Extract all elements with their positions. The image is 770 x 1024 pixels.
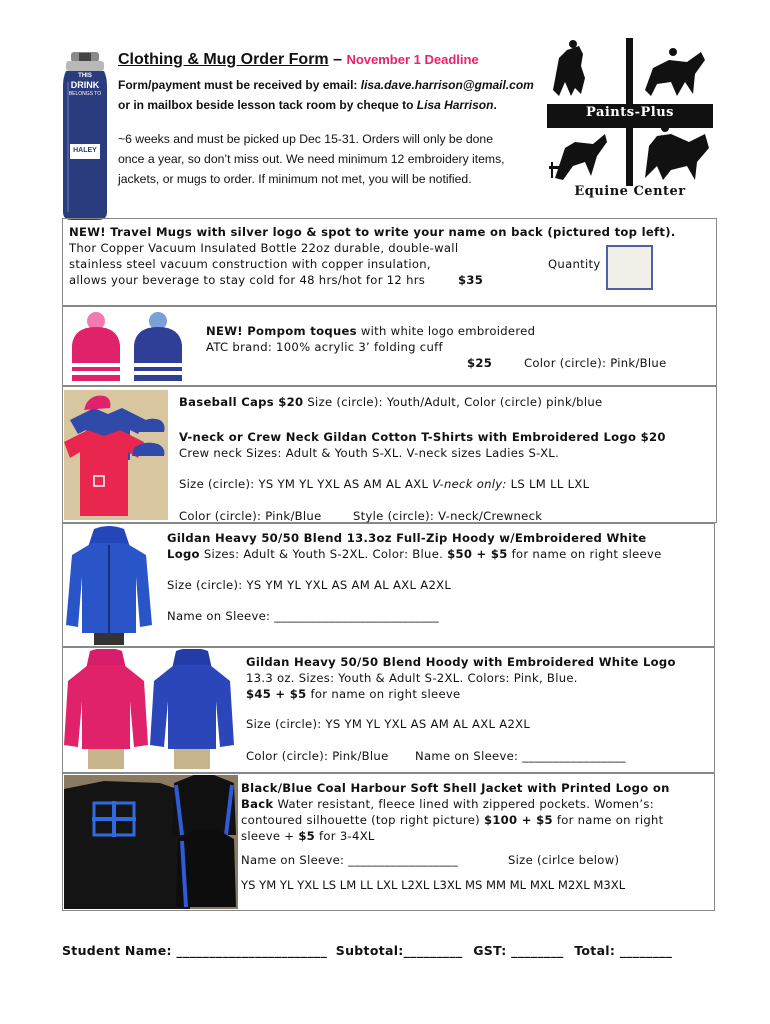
hoody-sleeve-note: for name on right sleeve [306,687,461,701]
jacket-price: $100 + $5 [483,813,553,827]
zip-hoody-heading-1: Gildan Heavy 50/50 Blend 13.3oz Full-Zip Hoody w/Embroidered White [167,531,647,545]
mailbox-prefix: or in mailbox beside lesson tack room by cheque to [118,98,417,112]
zip-hoody-sleeve-note: for name on right sleeve [507,547,662,561]
jacket-heading-line-2 [241,796,654,812]
order-info-line-1: ~6 weeks and must be picked up Dec 15-31. Orders will only be done [118,132,493,146]
submission-prefix: Form/payment must be received by email: [118,78,361,92]
zip-hoody-heading-line-2 [167,546,662,562]
tshirt-sizes-note: Crew neck Sizes: Adult & Youth S-XL. V-neck sizes Ladies S-XL. [179,446,560,460]
mug-quantity-input[interactable] [606,245,653,290]
order-info-line-3: jackets, or mugs to order. If minimum not met, you will be notified. [118,172,472,186]
tshirt-size-line [179,476,589,492]
tshirt-size-options: Size (circle): YS YM YL YXL AS AM AL AXL [179,477,433,491]
jacket-size-label: Size (cirlce below) [508,853,620,867]
mailbox-suffix: . [493,98,497,112]
zip-hoody-sizes: Size (circle): YS YM YL YXL AS AM AL AXL A2XL [167,578,452,592]
tshirt-heading: V-neck or Crew Neck Gildan Cotton T-Shirts with Embroidered Logo $20 [179,430,666,444]
caps-heading: Baseball Caps $20 [179,395,304,409]
title-dash: – [328,51,347,68]
toque-price: $25 [467,356,493,370]
mug-heading: NEW! Travel Mugs with silver logo & spot to write your name on back (pictured top left). [69,225,676,239]
jacket-extra-sizes: for 3-4XL [315,829,375,843]
jacket-line-3 [241,812,664,828]
zip-hoody-options: Sizes: Adult & Youth S-2XL. Color: Blue. [199,547,448,561]
jacket-line-4 [241,828,375,844]
zip-hoody-heading-2: Logo [167,547,200,561]
mug-text-belongs: BELONGS TO [68,91,102,97]
submission-line [118,75,534,95]
toque-heading-rest: with white logo embroidered [356,324,536,338]
mug-text-name: HALEY [73,147,97,154]
jacket-photo [64,775,238,909]
caps-options: Size (circle): Youth/Adult, Color (circle) pink/blue [303,395,603,409]
page-title [118,51,479,69]
jacket-sleeve-prefix: sleeve + [241,829,299,843]
zip-hoody-photo [64,525,154,645]
logo-name: Paints-Plus [586,105,674,120]
hoody-heading: Gildan Heavy 50/50 Blend Hoody with Embroidered White Logo [246,655,676,669]
email-address[interactable]: lisa.dave.harrison@gmail.com [360,78,534,92]
hoody-color: Color (circle): Pink/Blue [246,749,389,763]
mug-price: $35 [458,273,484,287]
caps-line [179,394,602,410]
mailbox-line [118,95,497,115]
hoody-price-line [246,686,460,702]
gst-field[interactable]: GST: ________ [473,943,564,958]
hoody-sleeve-name[interactable]: Name on Sleeve: _________________ [415,749,626,763]
mug-quantity-label: Quantity [548,257,601,271]
total-field[interactable]: Total: ________ [574,943,673,958]
order-info [118,129,548,189]
jacket-heading-2: Back [241,797,274,811]
mug-description-3: allows your beverage to stay cold for 48 hrs/hot for 12 hrs [69,273,426,287]
toque-heading: NEW! Pompom toques [206,324,357,338]
hoody-price: $45 + $5 [246,687,307,701]
jacket-sleeve-name[interactable]: Name on Sleeve: __________________ [241,853,458,867]
mug-text-this: THIS [78,73,92,79]
tshirt-vneck-label: V-neck only: [432,477,507,491]
toque-color: Color (circle): Pink/Blue [524,356,667,370]
jacket-sleeve-note: for name on right [552,813,664,827]
mug-description-1: Thor Copper Vacuum Insulated Bottle 22oz durable, double-wall [69,241,459,255]
zip-hoody-sleeve-name[interactable]: Name on Sleeve: ___________________________ [167,609,439,623]
toque-description: ATC brand: 100% acrylic 3’ folding cuff [206,340,443,354]
tshirt-style: Style (circle): V-neck/Crewneck [353,509,543,523]
tshirt-color: Color (circle): Pink/Blue [179,509,322,523]
jacket-sizes: YS YM YL YXL LS LM LL LXL L2XL L3XL MS MM ML MXL M2XL M3XL [241,878,626,892]
tshirt-vneck-sizes: LS LM LL LXL [506,477,590,491]
hoody-sizes: Size (circle): YS YM YL YXL AS AM AL AXL A2XL [246,717,531,731]
mug-description-2: stainless steel vacuum construction with copper insulation, [69,257,431,271]
zip-hoody-price: $50 + $5 [447,547,508,561]
logo-subtitle: Equine Center [574,184,686,199]
deadline-label: November 1 Deadline [346,52,479,67]
hoody-description: 13.3 oz. Sizes: Youth & Adult S-2XL. Colors: Pink, Blue. [246,671,578,685]
toque-photo [68,311,188,383]
subtotal-field[interactable]: Subtotal:_________ [335,943,463,958]
jacket-silhouette-note: contoured silhouette (top right picture) [241,813,484,827]
caps-tshirt-photo [64,390,168,520]
order-totals [62,943,672,958]
jacket-extra-price: $5 [298,829,316,843]
payee-name: Lisa Harrison [416,98,494,112]
jacket-description: Water resistant, fleece lined with zippered pockets. Women’s: [273,797,654,811]
jacket-heading-1: Black/Blue Coal Harbour Soft Shell Jacket with Printed Logo on [241,781,670,795]
order-info-line-2: once a year, so don’t miss out. We need minimum 12 embroidery items, [118,152,505,166]
student-name-field[interactable]: Student Name: _______________________ [62,943,328,958]
form-title: Clothing & Mug Order Form [118,51,329,68]
mug-text-drink: DRINK [70,80,100,90]
toque-heading-line [206,323,535,339]
hoody-photo [64,649,240,769]
